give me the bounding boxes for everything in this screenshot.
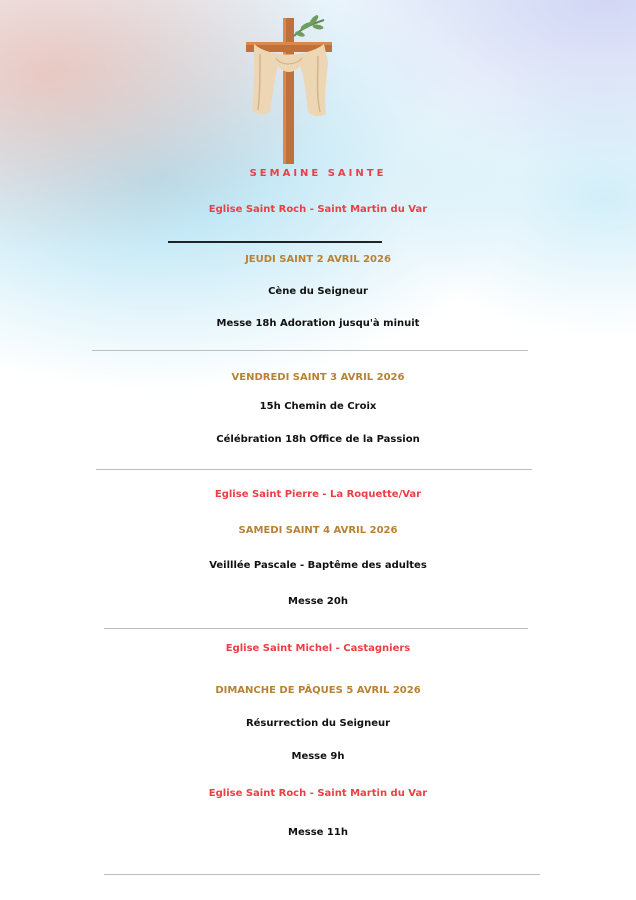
service-line: Résurrection du Seigneur xyxy=(245,718,391,729)
service-line: Veilllée Pascale - Baptême des adultes xyxy=(209,560,427,571)
service-line: Célébration 18h Office de la Passion xyxy=(216,434,420,445)
service-line: Messe 11h xyxy=(288,827,348,838)
section-divider xyxy=(96,469,532,470)
bottom-divider xyxy=(104,874,540,875)
church-name: Eglise Saint Roch - Saint Martin du Var xyxy=(208,788,428,799)
church-name: Eglise Saint Pierre - La Roquette/Var xyxy=(214,489,422,500)
date-heading-samedi: SAMEDI SAINT 4 AVRIL 2026 xyxy=(238,525,398,536)
service-line: Messe 18h Adoration jusqu'à minuit xyxy=(216,318,420,329)
title-divider xyxy=(168,241,382,243)
service-line: Cène du Seigneur xyxy=(268,286,368,297)
service-line: Messe 20h xyxy=(288,596,348,607)
section-divider xyxy=(92,350,528,351)
date-heading-vendredi: VENDREDI SAINT 3 AVRIL 2026 xyxy=(231,372,405,383)
service-line: 15h Chemin de Croix xyxy=(259,401,377,412)
cross-with-shroud-icon xyxy=(236,14,340,166)
service-line: Messe 9h xyxy=(291,751,345,762)
date-heading-dimanche: DIMANCHE DE PÂQUES 5 AVRIL 2026 xyxy=(215,685,421,696)
poster-title: SEMAINE SAINTE xyxy=(249,168,387,179)
date-heading-jeudi: JEUDI SAINT 2 AVRIL 2026 xyxy=(245,254,391,265)
church-name: Eglise Saint Roch - Saint Martin du Var xyxy=(208,204,428,215)
section-divider xyxy=(104,628,528,629)
church-name: Eglise Saint Michel - Castagniers xyxy=(225,643,411,654)
